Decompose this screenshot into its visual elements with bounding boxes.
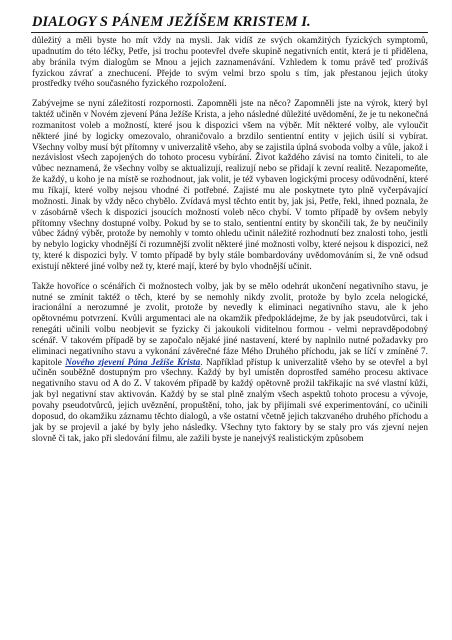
- paragraph-text-after-link: . Například přístup k univerzalitě všeho by se otevřel a byl učiněn souběžně dostupným pro všechny. Každý by byl umístěn doprostřed samého procesu aktivace negativního stavu od A do Z. V takovém případě by každý opětovně prožil takřikajíc na své vlastní kůži, jak byl negativní stav aktivován. Každý by se stal plně znalým všech aspektů tohoto procesu a vývoje, povahy pseudotvůrců, jejich uvěznění, propuštění, toho, jak by přijímali své experimentování, co učinili doposud, do okamžiku záznamu těchto dialogů, a vše ostatní včetně jejich takzvaného druhého příchodu a jak by se projevil a jaké by byly jeho následky. Všechny tyto faktory by se staly pro vás zjevní nejen slovně či tak, jako při sledování filmu, ale zažili byste je nanejvýš realistickým způsobem: [32, 357, 429, 444]
- document-body: [32, 36, 428, 453]
- book-title-link[interactable]: Nového zjevení Pána Ježíše Krista: [65, 357, 201, 368]
- paragraph-text-before-link: Takže hovoříce o scénářích či možnostech volby, jak by se mělo odehrát ukončení negativního stavu, je nutné se zmínit taktéž o těch, které by se nemohly nikdy zvolit, protože by bylo zcela nelogické, iracionální a nerozumné je zvolit, protože by nevedly k eliminaci negativního stavu, ale k jeho opětovnému potvrzení. Kvůli argumentaci ale na okamžik předpokládejme, že by jak pseudotvůrci, tak i renegáti učinili volbu neobjevit se fyzicky či jakoukoli viditelnou formou - velmi nepravděpodobný scénář. V takovém případě by se započalo nějaké jiné nastavení, které by naplnilo nutné požadavky pro eliminaci negativního stavu a vykonání závěrečné fáze Mého Druhého příchodu, jak se líčí v zmíněné 7. kapitole: [32, 281, 428, 368]
- paragraph-contradiction: Zabývejme se nyní záležitostí rozpornosti. Zapomněli jste na něco? Zapomněli jste na výrok, který byl taktéž učiněn v Novém zjevení Pána Ježíše Krista, a jeho následné důležité uvědomění, že je tu nekonečná rozmanitost voleb a možností, které jsou k dispozici všem na výběr. Mít některé volby, ale vyloučit některé jiné by logicky omezovalo, ohraničovalo a brzdilo sentientní entity v jejich úsilí si vybírat. Všechny volby musí být přítomny v univerzalitě všeho, aby se zajistila úplná svoboda volby a vůle, jakož i nezávislost všech zapojených do tohoto procesu vybírání. Život každého závisí na tomto činiteli, to ale vůbec neznamená, že všechny volby se aktualizují, realizují nebo se přidají k zevní realitě. Nezapomeňte, že každý, u koho je na místě se rozhodnout, jak volit, je též vybaven logickými procesy odůvodnění, které mu říkají, které volby nejsou vhodné či potřebné. Zajisté mu ale poskytnete tyto plně vyčerpávající možnosti. Jinak by vždy něco chybělo. Zvídavá mysl těchto entit by, jak jsi, Petře, řekl, ihned poznala, že v zásobárně všech k dispozici jsoucích možností voleb něco chybí. V tomto případě by ovšem nebyly přítomny všechny dostupné volby. Pokud by se to stalo, sentientní entity by skončili tak, že by neučinily vůbec žádný výběr, protože by nemohly v tomto ohledu učinit náležité rozhodnutí bez znalosti toho, jestli by nebylo logicky vhodnější či rozumnější zvolit některé jiné možnosti volby, které nejsou k dispozici, než ty, které k dispozici byly. V tomto případě by byly stále bombardovány uvědomováním si, že vně odsud existují některé jiné volby než ty, které mají, které by bylo vhodnější učinit.: [32, 99, 428, 272]
- paragraph-scenarios: [32, 282, 428, 445]
- paragraph-continuation: důležitý a měli byste ho mít vždy na mysli. Jak vidíš ze svých okamžitých fyzických symptomů, upadnutím do této léčky, Petře, jsi trochu pootevřel dveře skupině negativních entit, která je ti přidělena, aby bránila tvým dialogům se Mnou a jejich zaznamenávání. Vzhledem k tomu právě teď prožíváš fyzickou závrať a znechucení. Přejde to svým velmi brzo spolu s tím, jak přestanou jejich útoky prostředky tvého současného fyzického rozpoložení.: [32, 36, 428, 90]
- running-header: DIALOGY S PÁNEM JEŽÍŠEM KRISTEM I.: [32, 14, 311, 30]
- header-rule: [31, 32, 428, 33]
